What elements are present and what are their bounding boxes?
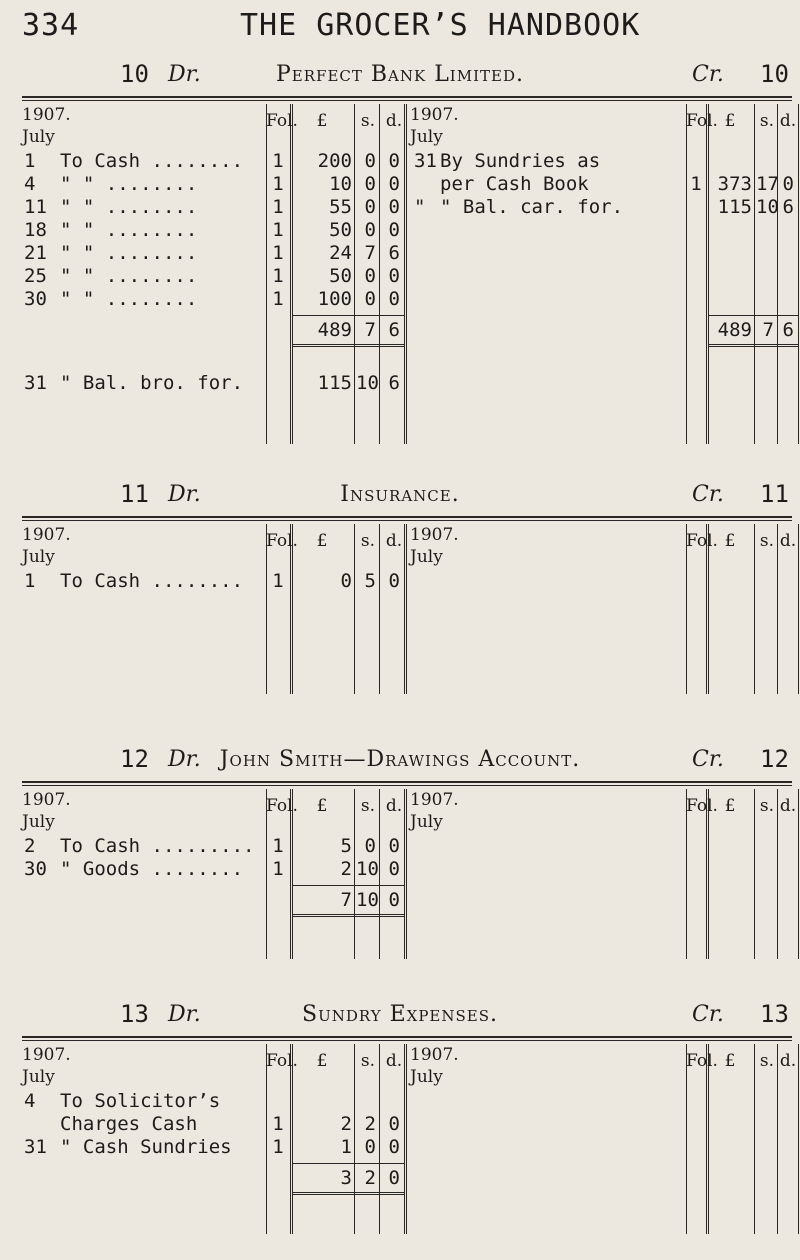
debit-folio: 1	[272, 858, 284, 880]
debit-fol-head: Fol.	[266, 531, 298, 551]
debit-pence: 0	[388, 150, 400, 172]
debit-shillings-head: s.	[360, 1051, 376, 1071]
debit-balance-day: 31	[24, 372, 47, 394]
debit-particulars: " " ........	[60, 265, 198, 287]
debit-balance-pounds: 115	[317, 372, 352, 394]
credit-total-rule	[708, 344, 798, 347]
debit-particulars: " Cash Sundries	[60, 1136, 232, 1158]
debit-particulars: To Cash ........	[60, 570, 244, 592]
debit-particulars: To Cash ........	[60, 150, 244, 172]
debit-pounds: 200	[317, 150, 352, 172]
debit-folio: 1	[272, 265, 284, 287]
debit-folio: 1	[272, 1113, 284, 1135]
debit-shillings: 2	[364, 1113, 376, 1135]
account-number-right: 11	[760, 480, 789, 508]
centre-rule	[404, 1044, 407, 1234]
credit-month-head: July	[410, 127, 443, 147]
account-title: Sundry Expenses.	[302, 1002, 498, 1027]
debit-day: 2	[24, 835, 36, 857]
column-rule	[686, 1044, 687, 1234]
debit-shillings-head: s.	[360, 796, 376, 816]
column-rule	[706, 1044, 709, 1234]
debit-total-pence: 0	[388, 889, 400, 911]
column-rule	[706, 104, 709, 444]
debit-shillings: 0	[364, 150, 376, 172]
credit-marker: Cr.	[692, 1002, 724, 1027]
credit-pounds-head: £	[724, 796, 736, 816]
credit-pence-head: d.	[779, 531, 797, 551]
column-rule	[798, 1044, 799, 1234]
credit-marker: Cr.	[692, 482, 724, 507]
credit-fol-head: Fol.	[686, 531, 718, 551]
debit-particulars: Charges Cash	[60, 1113, 198, 1135]
debit-month-head: July	[22, 127, 55, 147]
debit-folio: 1	[272, 288, 284, 310]
credit-marker: Cr.	[692, 62, 724, 87]
credit-pounds-head: £	[724, 531, 736, 551]
account-number-left: 12	[120, 745, 149, 773]
credit-particulars: " Bal. car. for.	[440, 196, 624, 218]
credit-year-head: 1907.	[410, 790, 459, 810]
account-top-rule-inner	[22, 520, 792, 521]
debit-pounds: 2	[340, 1113, 352, 1135]
debit-particulars: " Goods ........	[60, 858, 244, 880]
account-number-right: 10	[760, 60, 789, 88]
debit-shillings: 10	[356, 858, 379, 880]
account-number-right: 13	[760, 1000, 789, 1028]
debit-particulars: " " ........	[60, 242, 198, 264]
account-title: John Smith—Drawings Account.	[219, 747, 581, 772]
credit-pounds: 373	[717, 173, 752, 195]
debit-day: 21	[24, 242, 47, 264]
account-top-rule	[22, 1036, 792, 1038]
running-title: THE GROCER’S HANDBOOK	[240, 8, 641, 43]
debit-balance-shillings: 10	[356, 372, 379, 394]
account-11	[0, 480, 800, 710]
debit-pence: 0	[388, 835, 400, 857]
credit-shillings: 10	[756, 196, 779, 218]
debit-year-head: 1907.	[22, 525, 71, 545]
credit-year-head: 1907.	[410, 105, 459, 125]
column-rule	[754, 524, 755, 694]
debit-folio: 1	[272, 219, 284, 241]
debit-particulars: To Cash .........	[60, 835, 255, 857]
credit-fol-head: Fol.	[686, 796, 718, 816]
debit-day: 4	[24, 173, 36, 195]
account-top-rule	[22, 516, 792, 518]
debit-shillings: 5	[364, 570, 376, 592]
credit-total-shillings: 7	[762, 319, 774, 341]
credit-shillings-head: s.	[759, 531, 775, 551]
credit-month-head: July	[410, 812, 443, 832]
page-number: 334	[22, 8, 80, 43]
debit-total-shillings: 2	[364, 1167, 376, 1189]
column-rule	[354, 789, 355, 959]
debit-sum-rule	[292, 885, 404, 886]
debit-pounds: 55	[329, 196, 352, 218]
credit-pence: 0	[782, 173, 794, 195]
account-13	[0, 1000, 800, 1250]
column-rule	[754, 789, 755, 959]
debit-month-head: July	[22, 547, 55, 567]
debit-pence: 6	[388, 242, 400, 264]
debit-day: 31	[24, 1136, 47, 1158]
debit-pounds: 0	[340, 570, 352, 592]
centre-rule	[404, 524, 407, 694]
debit-fol-head: Fol.	[266, 1051, 298, 1071]
debit-total-pounds: 489	[317, 319, 352, 341]
column-rule	[777, 1044, 778, 1234]
credit-day: "	[414, 196, 426, 218]
credit-pence: 6	[782, 196, 794, 218]
column-rule	[354, 1044, 355, 1234]
credit-marker: Cr.	[692, 747, 724, 772]
debit-folio: 1	[272, 570, 284, 592]
column-rule	[798, 789, 799, 959]
debit-shillings: 0	[364, 196, 376, 218]
debit-pence: 0	[388, 1113, 400, 1135]
credit-shillings: 17	[756, 173, 779, 195]
debit-shillings: 0	[364, 288, 376, 310]
credit-particulars: By Sundries as	[440, 150, 601, 172]
credit-folio: 1	[690, 173, 702, 195]
debit-day: 25	[24, 265, 47, 287]
column-rule	[798, 524, 799, 694]
account-title: Insurance.	[340, 482, 460, 507]
debit-folio: 1	[272, 196, 284, 218]
debit-pounds-head: £	[316, 531, 328, 551]
debit-day: 18	[24, 219, 47, 241]
debit-marker: Dr.	[168, 482, 201, 507]
debit-shillings-head: s.	[360, 111, 376, 131]
credit-total-pence: 6	[782, 319, 794, 341]
debit-total-pounds: 3	[340, 1167, 352, 1189]
credit-shillings-head: s.	[759, 1051, 775, 1071]
debit-pence: 0	[388, 570, 400, 592]
debit-pence: 0	[388, 858, 400, 880]
debit-balance-pence: 6	[388, 372, 400, 394]
debit-year-head: 1907.	[22, 1045, 71, 1065]
debit-month-head: July	[22, 812, 55, 832]
debit-fol-head: Fol.	[266, 796, 298, 816]
debit-marker: Dr.	[168, 747, 201, 772]
account-top-rule	[22, 96, 792, 98]
debit-marker: Dr.	[168, 62, 201, 87]
debit-particulars: " " ........	[60, 196, 198, 218]
debit-folio: 1	[272, 242, 284, 264]
column-rule	[354, 524, 355, 694]
debit-shillings: 0	[364, 835, 376, 857]
debit-pence: 0	[388, 1136, 400, 1158]
account-title: Perfect Bank Limited.	[276, 62, 524, 87]
debit-marker: Dr.	[168, 1002, 201, 1027]
credit-fol-head: Fol.	[686, 111, 718, 131]
debit-pounds: 24	[329, 242, 352, 264]
debit-day: 4	[24, 1090, 36, 1112]
account-top-rule-inner	[22, 785, 792, 786]
credit-month-head: July	[410, 1067, 443, 1087]
credit-shillings-head: s.	[759, 111, 775, 131]
column-rule	[354, 104, 355, 444]
debit-fol-head: Fol.	[266, 111, 298, 131]
debit-shillings: 0	[364, 173, 376, 195]
debit-pounds-head: £	[316, 111, 328, 131]
account-number-right: 12	[760, 745, 789, 773]
debit-pounds: 100	[317, 288, 352, 310]
debit-particulars: To Solicitor’s	[60, 1090, 221, 1112]
account-number-left: 11	[120, 480, 149, 508]
debit-total-pounds: 7	[340, 889, 352, 911]
column-rule	[777, 104, 778, 444]
account-top-rule-inner	[22, 1040, 792, 1041]
credit-pounds: 115	[717, 196, 752, 218]
account-top-rule-inner	[22, 100, 792, 101]
centre-rule	[404, 104, 407, 444]
debit-folio: 1	[272, 835, 284, 857]
debit-pence: 0	[388, 173, 400, 195]
credit-day: 31	[414, 150, 437, 172]
account-10	[0, 60, 800, 460]
debit-particulars: " " ........	[60, 219, 198, 241]
debit-folio: 1	[272, 1136, 284, 1158]
debit-day: 1	[24, 570, 36, 592]
debit-particulars: " " ........	[60, 173, 198, 195]
debit-shillings: 0	[364, 1136, 376, 1158]
debit-shillings: 0	[364, 265, 376, 287]
debit-balance-particulars: " Bal. bro. for.	[60, 372, 244, 394]
debit-day: 1	[24, 150, 36, 172]
debit-particulars: " " ........	[60, 288, 198, 310]
debit-pounds: 50	[329, 219, 352, 241]
column-rule	[754, 1044, 755, 1234]
debit-pence: 0	[388, 265, 400, 287]
debit-total-rule	[292, 344, 404, 347]
credit-fol-head: Fol.	[686, 1051, 718, 1071]
debit-folio: 1	[272, 173, 284, 195]
debit-pence: 0	[388, 196, 400, 218]
debit-pounds: 2	[340, 858, 352, 880]
debit-day: 30	[24, 288, 47, 310]
column-rule	[754, 104, 755, 444]
debit-shillings: 7	[364, 242, 376, 264]
debit-pence: 0	[388, 288, 400, 310]
page-header	[0, 0, 800, 60]
debit-pence-head: d.	[385, 796, 403, 816]
credit-pounds-head: £	[724, 1051, 736, 1071]
debit-year-head: 1907.	[22, 790, 71, 810]
credit-pounds-head: £	[724, 111, 736, 131]
debit-sum-rule	[292, 315, 404, 316]
credit-year-head: 1907.	[410, 525, 459, 545]
column-rule	[686, 104, 687, 444]
credit-pence-head: d.	[779, 1051, 797, 1071]
debit-sum-rule	[292, 1163, 404, 1164]
debit-total-rule	[292, 914, 404, 917]
debit-day: 11	[24, 196, 47, 218]
debit-month-head: July	[22, 1067, 55, 1087]
debit-pounds-head: £	[316, 1051, 328, 1071]
credit-pence-head: d.	[779, 796, 797, 816]
debit-shillings-head: s.	[360, 531, 376, 551]
credit-year-head: 1907.	[410, 1045, 459, 1065]
credit-particulars: per Cash Book	[440, 173, 589, 195]
column-rule	[379, 104, 380, 444]
debit-pounds: 50	[329, 265, 352, 287]
debit-folio: 1	[272, 150, 284, 172]
credit-shillings-head: s.	[759, 796, 775, 816]
column-rule	[379, 1044, 380, 1234]
credit-pence-head: d.	[779, 111, 797, 131]
debit-shillings: 0	[364, 219, 376, 241]
debit-pence: 0	[388, 219, 400, 241]
debit-pounds: 1	[340, 1136, 352, 1158]
debit-total-pence: 0	[388, 1167, 400, 1189]
centre-rule	[404, 789, 407, 959]
account-number-left: 10	[120, 60, 149, 88]
debit-pounds: 5	[340, 835, 352, 857]
debit-day: 30	[24, 858, 47, 880]
debit-total-shillings: 7	[364, 319, 376, 341]
credit-sum-rule	[708, 315, 798, 316]
debit-total-shillings: 10	[356, 889, 379, 911]
credit-total-pounds: 489	[717, 319, 752, 341]
credit-month-head: July	[410, 547, 443, 567]
debit-pounds-head: £	[316, 796, 328, 816]
debit-year-head: 1907.	[22, 105, 71, 125]
debit-total-rule	[292, 1192, 404, 1195]
debit-pence-head: d.	[385, 531, 403, 551]
debit-pence-head: d.	[385, 111, 403, 131]
debit-pounds: 10	[329, 173, 352, 195]
account-number-left: 13	[120, 1000, 149, 1028]
debit-pence-head: d.	[385, 1051, 403, 1071]
account-top-rule	[22, 781, 792, 783]
account-12	[0, 745, 800, 975]
debit-total-pence: 6	[388, 319, 400, 341]
column-rule	[798, 104, 799, 444]
